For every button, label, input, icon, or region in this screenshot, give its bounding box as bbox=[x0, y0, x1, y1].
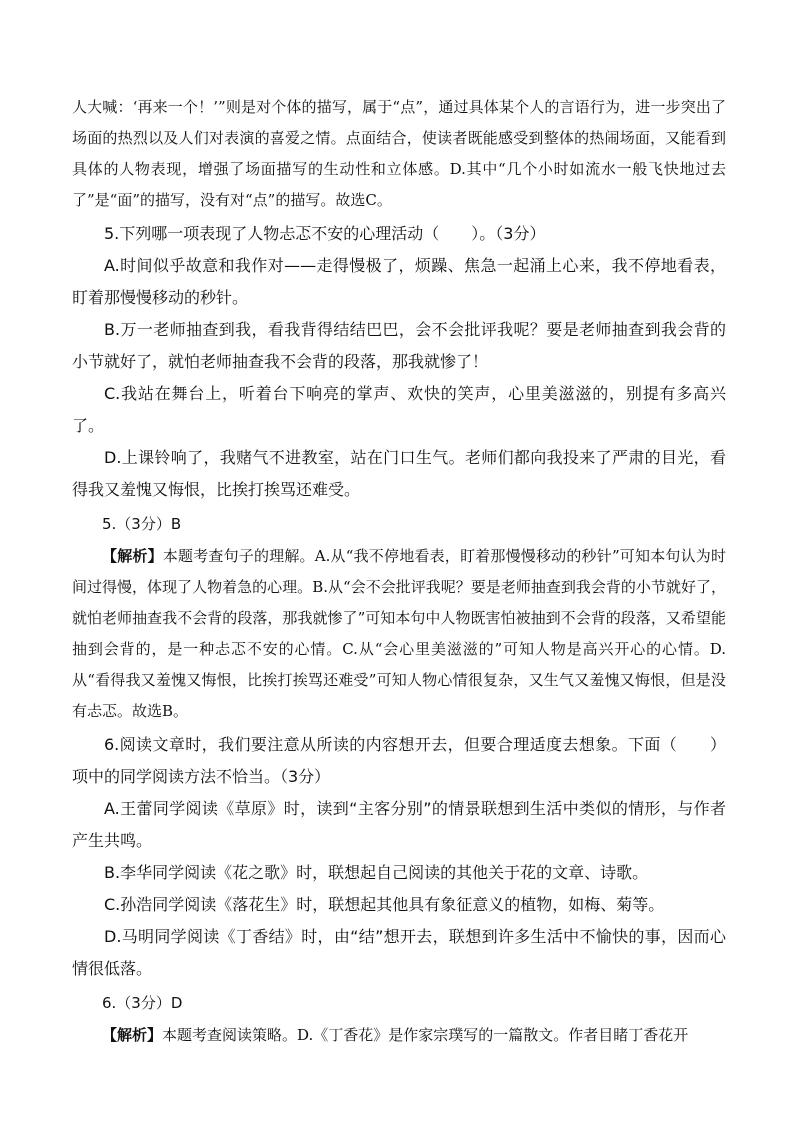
question-6-option-b: B.李华同学阅读《花之歌》时，联想起自己阅读的其他关于花的文章、诗歌。 bbox=[104, 863, 649, 882]
explanation-tag: 【解析】 bbox=[102, 547, 163, 565]
question-5-option-a: A.时间似乎故意和我作对——走得慢极了，烦躁、焦急一起涌上心来，我不停地看表，盯着那慢慢移动的秒针。 bbox=[72, 256, 726, 307]
document-page bbox=[72, 92, 726, 1051]
question-5-option-c: C.我站在舞台上，听着台下响亮的掌声、欢快的笑声，心里美滋滋的，别提有多高兴了。 bbox=[72, 384, 726, 435]
question-5-answer: 5.（3分）B bbox=[102, 515, 182, 533]
question-5-option-b: B.万一老师抽查到我，看我背得结结巴巴，会不会批评我呢？要是老师抽查到我会背的小节就好了，就怕老师抽查我不会背的段落，那我就惨了！ bbox=[72, 320, 726, 371]
question-5-explanation bbox=[72, 541, 726, 727]
explanation-continued: 人大喊：‘再来一个！’”则是对个体的描写，属于“点”，通过具体某个人的言语行为，进一步突出了场面的热烈以及人们对表演的喜爱之情。点面结合，使读者既能感受到整体的热闹场面，又能看到具体的人物表现，增强了场面描写的生动性和立体感。D.其中“几个小时如流水一般飞快地过去了”是“面”的描写，没有对“点”的描写。故选C。 bbox=[72, 98, 726, 209]
explanation-tag: 【解析】 bbox=[102, 1026, 163, 1044]
explanation-text: 本题考查句子的理解。A.从“我不停地看表，盯着那慢慢移动的秒针”可知本句认为时间过得慢，体现了人物着急的心理。B.从“会不会批评我呢？要是老师抽查到我会背的小节就好了，就怕老师抽查我不会背的段落，那我就惨了”可知本句中人物既害怕被抽到不会背的段落，又希望能抽到会背的，是一种忐忑不安的心情。C.从“会心里美滋滋的”可知人物是高兴开心的心情。D.从“看得我又羞愧又悔恨，比挨打挨骂还难受”可知人物心情很复杂，又生气又羞愧又悔恨，但是没有忐忑。故选B。 bbox=[72, 547, 726, 720]
question-6-option-a: A.王蕾同学阅读《草原》时，读到“主客分别”的情景联想到生活中类似的情形，与作者产生共鸣。 bbox=[72, 799, 726, 850]
question-6-stem: 6.阅读文章时，我们要注意从所读的内容想开去，但要合理适度去想象。下面（ ）项中的同学阅读方法不恰当。（3分） bbox=[72, 735, 726, 786]
question-5-option-d: D.上课铃响了，我赌气不进教室，站在门口生气。老师们都向我投来了严肃的目光，看得我又羞愧又悔恨，比挨打挨骂还难受。 bbox=[72, 448, 726, 499]
question-5-stem: 5.下列哪一项表现了人物忐忑不安的心理活动（ ）。（3分） bbox=[104, 224, 546, 243]
question-6-answer: 6.（3分）D bbox=[102, 994, 183, 1012]
question-6-option-c: C.孙浩同学阅读《落花生》时，联想起其他具有象征意义的植物，如梅、菊等。 bbox=[104, 895, 665, 914]
explanation-text: 本题考查阅读策略。D.《丁香花》是作家宗璞写的一篇散文。作者目睹丁香花开 bbox=[162, 1026, 689, 1044]
question-6-explanation bbox=[72, 1020, 726, 1051]
question-6-option-d: D.马明同学阅读《丁香结》时，由“结”想开去，联想到许多生活中不愉快的事，因而心情很低落。 bbox=[72, 927, 726, 978]
